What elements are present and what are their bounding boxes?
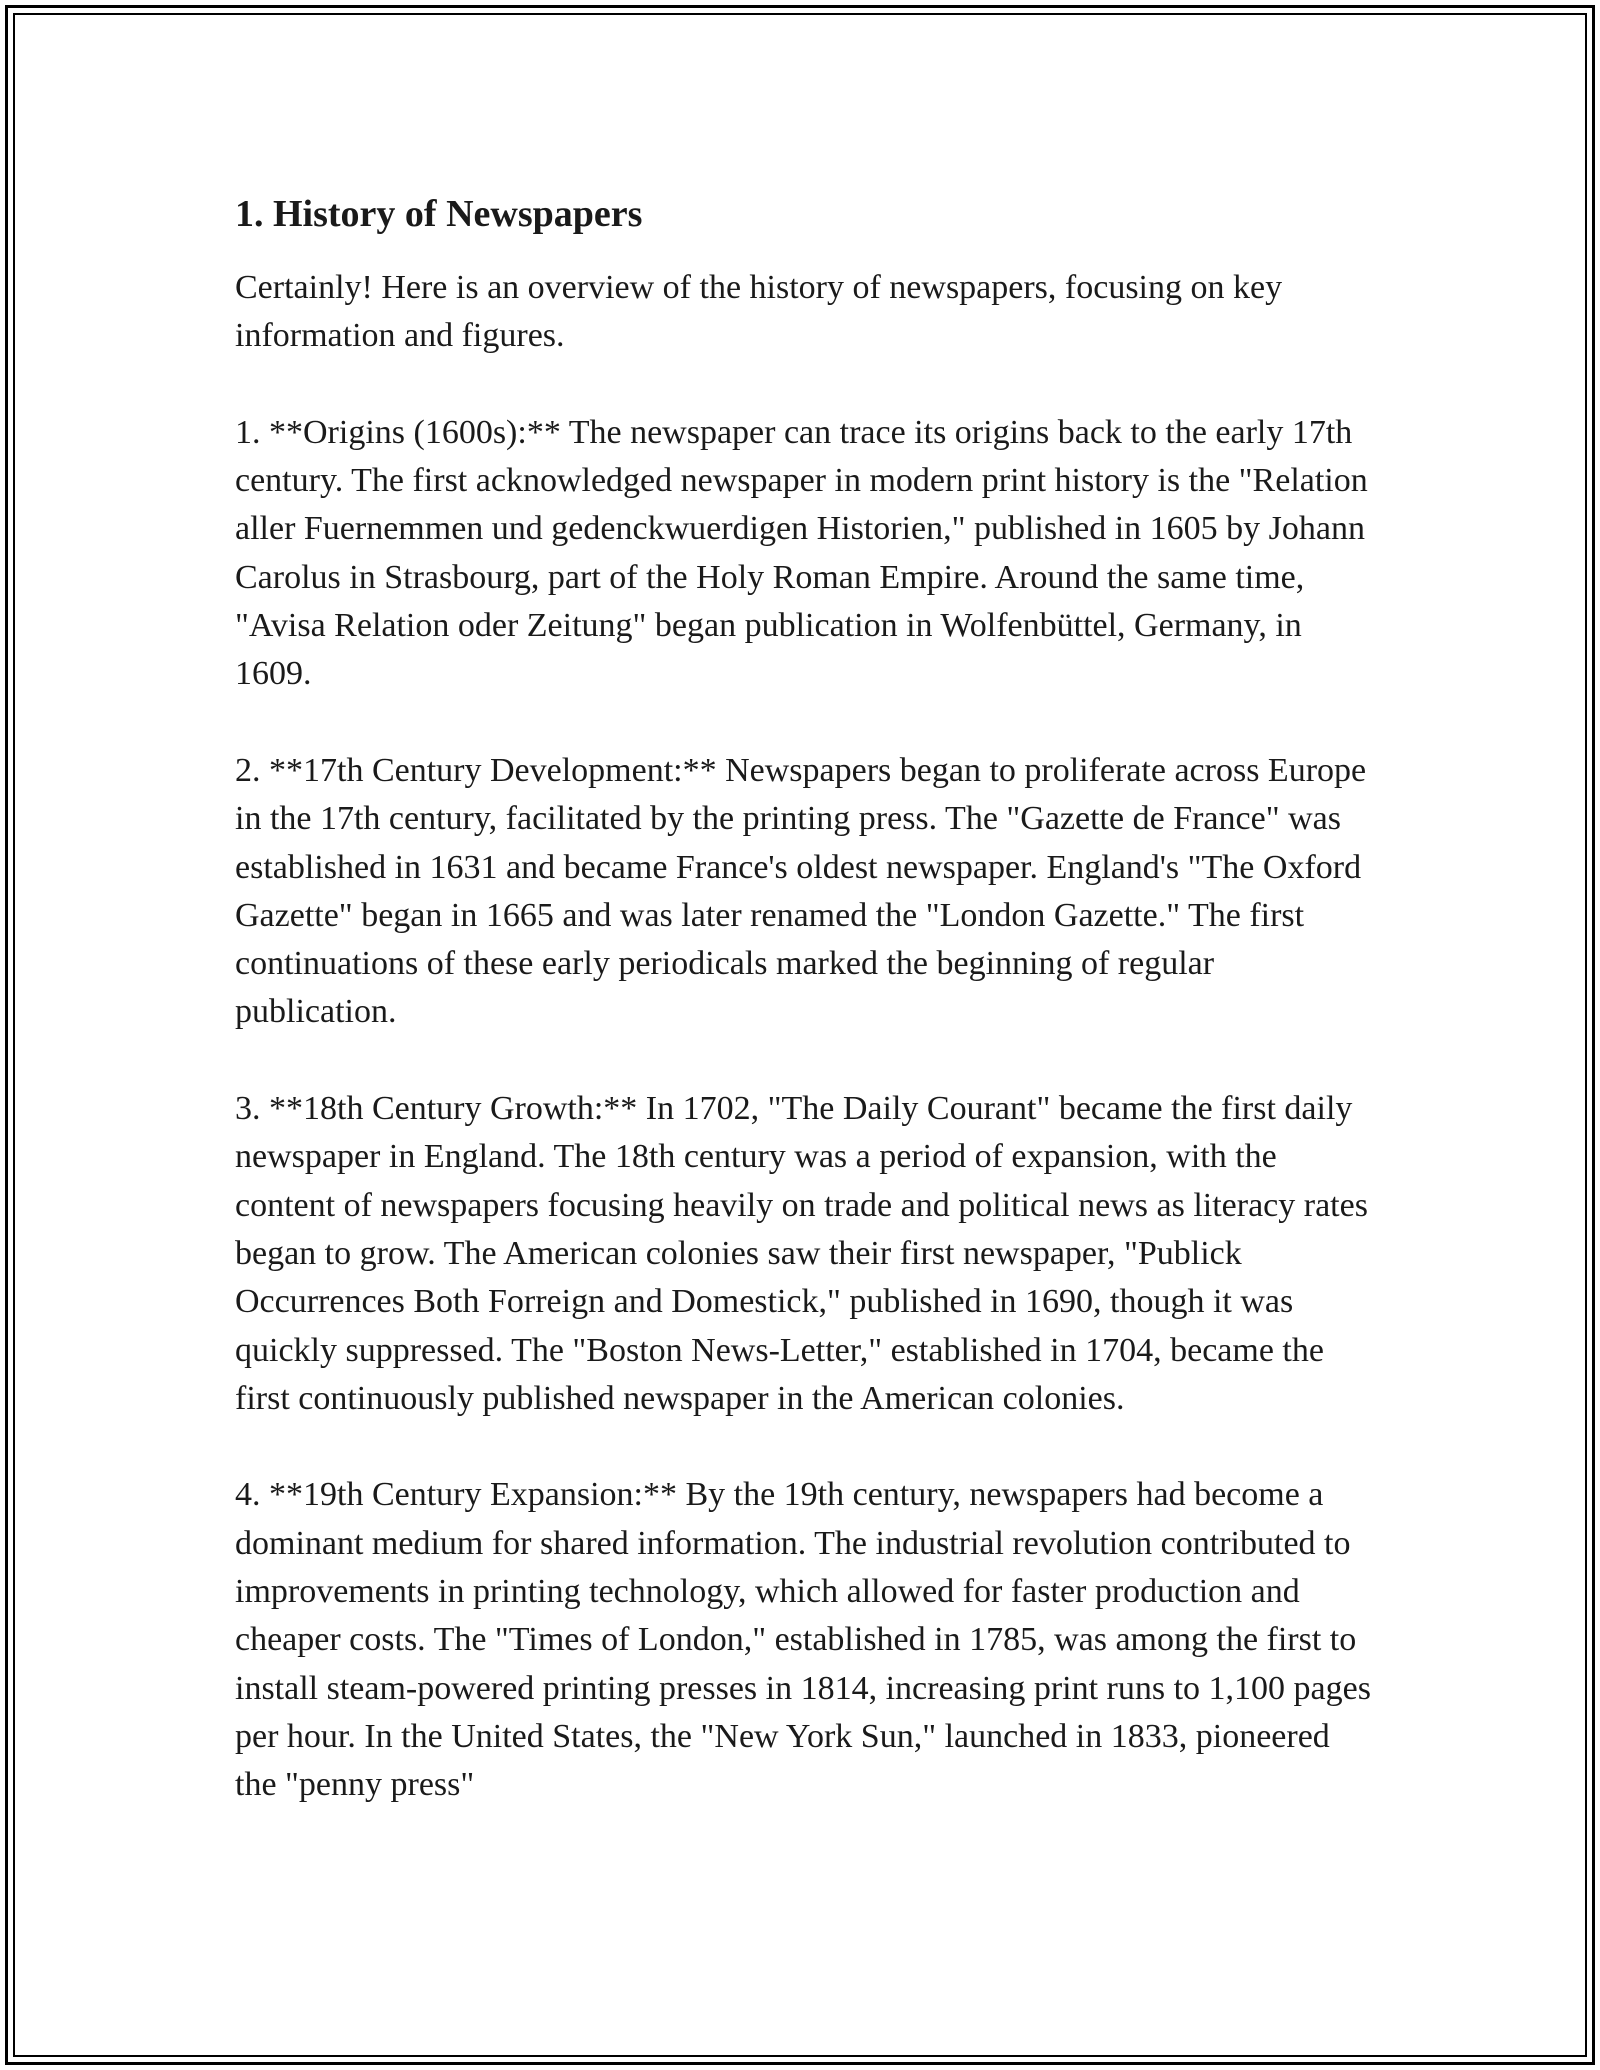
document-body [235,186,1375,1858]
paragraph-18th-century: 3. **18th Century Growth:** In 1702, "The Daily Courant" became the first daily newspaper in England. The 18th century was a period of expansion, with the content of newspapers focusing heavily on trade and political news as literacy rates began to grow. The American colonies saw their first newspaper, "Publick Occurrences Both Forreign and Domestick," published in 1690, though it was quickly suppressed. The "Boston News-Letter," established in 1704, became the first continuously published newspaper in the American colonies. [235,1090,1368,1417]
intro-paragraph: Certainly! Here is an overview of the history of newspapers, focusing on key information and figures. [235,269,1283,355]
document-title: 1. History of Newspapers [235,193,643,235]
paragraph-origins: 1. **Origins (1600s):** The newspaper can trace its origins back to the early 17th century. The first acknowledged newspaper in modern print history is the "Relation aller Fuernemmen und gedenckwuerdigen Historien," published in 1605 by Johann Carolus in Strasbourg, part of the Holy Roman Empire. Around the same time, "Avisa Relation oder Zeitung" began publication in Wolfenbüttel, Germany, in 1609. [235,413,1368,693]
paragraph-19th-century: 4. **19th Century Expansion:** By the 19th century, newspapers had become a dominant medium for shared information. The industrial revolution contributed to improvements in printing technology, which allowed for faster production and cheaper costs. The "Times of London," established in 1785, was among the first to install steam-powered printing presses in 1814, increasing print runs to 1,100 pages per hour. In the United States, the "New York Sun," launched in 1833, pioneered the "penny press" [235,1476,1371,1804]
paragraph-17th-century: 2. **17th Century Development:** Newspapers began to proliferate across Europe in the 17th century, facilitated by the printing press. The "Gazette de France" was established in 1631 and became France's oldest newspaper. England's "The Oxford Gazette" began in 1665 and was later renamed the "London Gazette." The first continuations of these early periodicals marked the beginning of regular publication. [235,751,1367,1031]
